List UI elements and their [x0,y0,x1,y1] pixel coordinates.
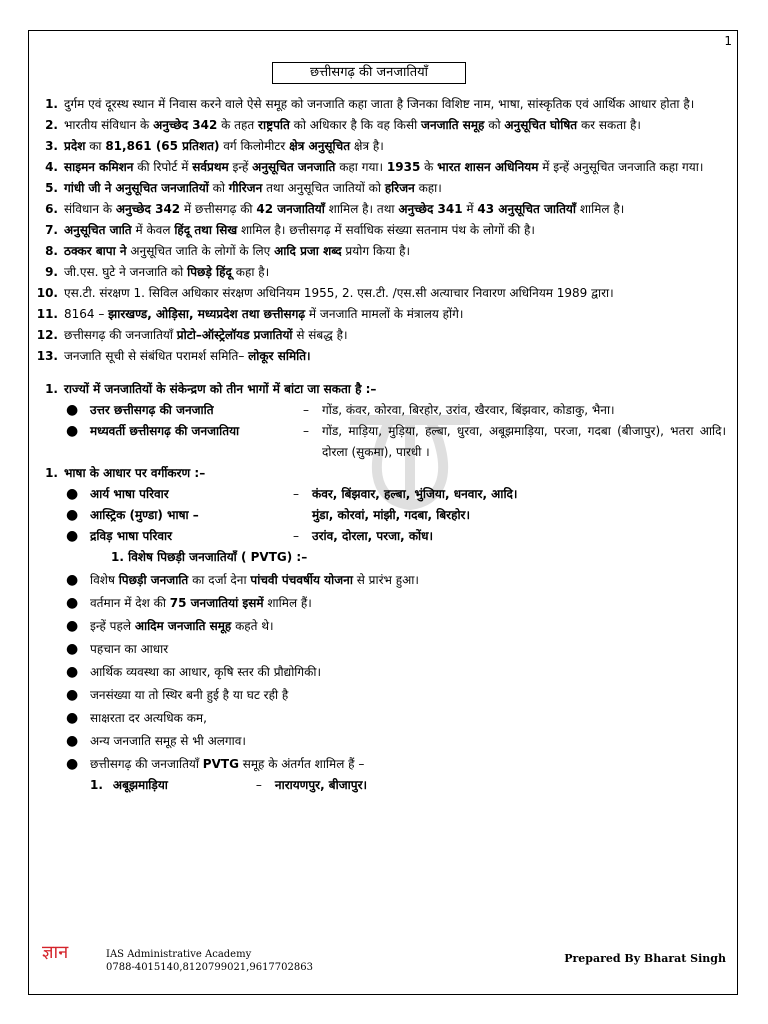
section-concentration [36,379,726,463]
academy-info [106,948,313,974]
point-number: 12. [36,328,58,342]
section-language [36,463,726,547]
point-number: 1. [45,97,58,111]
pvtg-bullet-text: अन्य जनजाति समूह से भी अलगाव। [90,734,246,748]
point-item [36,136,726,157]
point-text: 8164 – झारखण्ड, ओड़िसा, मध्यप्रदेश तथा छत्तीसगढ़ में जनजाति मामलों के मंत्रालय होंगे। [64,307,464,321]
pvtg-list-name: अबूझमाड़िया [112,778,168,792]
prepared-by: Prepared By Bharat Singh [564,952,726,965]
point-number: 9. [45,265,58,279]
point-number: 11. [36,307,58,321]
item-text: गोंड, कंवर, कोरवा, बिरहोर, उरांव, खैरवार, बिंझवार, कोडाकु, भैना। [322,403,615,417]
pvtg-bullet [36,752,726,775]
item-dash: – [303,403,309,417]
bullet-dot: ● [66,687,79,703]
pvtg-bullet [36,660,726,683]
point-item [36,178,726,199]
item-label: मध्यवर्ती छत्तीसगढ़ की जनजातिया [90,424,240,438]
item-label: द्रविड़ भाषा परिवार [90,529,173,543]
point-number: 13. [36,349,58,363]
item-label: आर्य भाषा परिवार [90,487,169,501]
page-title: छत्तीसगढ़ की जनजातियाँ [272,62,466,84]
point-item [36,199,726,220]
language-item [36,505,726,526]
bullet-dot: ● [66,528,79,544]
item-text: उरांव, दोरला, परजा, कोंध। [312,529,434,543]
bullet-dot: ● [66,710,79,726]
pvtg-bullet [36,683,726,706]
point-text: अनुसूचित जाति में केवल हिंदू तथा सिख शामिल है। छत्तीसगढ़ में सर्वाधिक संख्या सतनाम पंथ के लोगों की है। [64,223,535,237]
bullet-dot: ● [66,402,79,418]
pvtg-list-dash: – [255,778,262,792]
point-text: जनजाति सूची से संबंधित परामर्श समिति– लोकूर समिति। [64,349,311,363]
bullet-dot: ● [66,507,79,523]
bullet-dot: ● [66,756,79,772]
bullet-dot: ● [66,595,79,611]
bullet-dot: ● [66,486,79,502]
concentration-heading [36,379,726,400]
bullet-dot: ● [66,641,79,657]
pvtg-bullet [36,614,726,637]
academy-phones: 0788-4015140,8120799021,9617702863 [106,962,313,973]
section-heading-text: भाषा के आधार पर वर्गीकरण :– [64,466,206,480]
item-text: मुंडा, कोरवां, मांझी, गदबा, बिरहोर। [312,508,471,522]
bullet-dot: ● [66,572,79,588]
footer [40,938,730,988]
point-item [36,346,726,367]
pvtg-bullet-text: इन्हें पहले आदिम जनजाति समूह कहते थे। [90,619,274,633]
language-item [36,484,726,505]
point-number: 5. [45,181,58,195]
concentration-item [36,400,726,421]
pvtg-list-item [36,775,726,796]
section-number: 1. [45,382,58,396]
pvtg-bullet [36,706,726,729]
point-number: 7. [45,223,58,237]
language-item [36,526,726,547]
main-content [36,94,726,796]
item-text: गोंड, माड़िया, मुड़िया, हल्बा, धुरवा, अबूझमाड़िया, परजा, गदबा (बीजापुर), भतरा आदि। दोरला (सुकमा), पारधी । [322,424,726,459]
bullet-dot: ● [66,733,79,749]
pvtg-list-place: नारायणपुर, बीजापुर। [274,778,368,792]
item-dash: – [303,424,309,438]
point-text: संविधान के अनुच्छेद 342 में छत्तीसगढ़ की 42 जनजातियाँ शामिल है। तथा अनुच्छेद 341 में 43 अनुसूचित जातियाँ शामिल है। [64,202,625,216]
point-number: 2. [45,118,58,132]
bullet-dot: ● [66,664,79,680]
pvtg-bullet [36,568,726,591]
pvtg-bullet-text: जनसंख्या या तो स्थिर बनी हुई है या घट रही है [90,688,289,702]
point-text: गांधी जी ने अनुसूचित जनजातियों को गीरिजन तथा अनुसूचित जातियों को हरिजन कहा। [64,181,442,195]
bullet-dot: ● [66,618,79,634]
point-item [36,304,726,325]
point-text: प्रदेश का 81,861 (65 प्रतिशत) वर्ग किलोमीटर क्षेत्र अनुसूचित क्षेत्र है। [64,139,384,153]
point-item [36,220,726,241]
point-item [36,157,726,178]
pvtg-bullet [36,729,726,752]
point-item [36,262,726,283]
point-number: 6. [45,202,58,216]
concentration-item [36,421,726,463]
point-number: 3. [45,139,58,153]
point-text: साइमन कमिशन की रिपोर्ट में सर्वप्रथम इन्हें अनुसूचित जनजाति कहा गया। 1935 के भारत शासन अधिनियम में इन्हें अनुसूचित जनजाति कहा गया। [64,160,704,174]
pvtg-heading: 1. विशेष पिछड़ी जनजातियाँ ( PVTG) :– [111,550,308,564]
point-text: जी.एस. घुटे ने जनजाति को पिछड़े हिंदू कहा है। [64,265,270,279]
item-label: आस्ट्रिक (मुण्डा) भाषा – [90,508,199,522]
pvtg-bullet-text: पहचान का आधार [90,642,169,656]
point-number: 4. [45,160,58,174]
item-dash: – [293,529,299,543]
point-item [36,241,726,262]
point-item [36,283,726,304]
pvtg-bullet-text: विशेष पिछड़ी जनजाति का दर्जा देना पांचवी पंचवर्षीय योजना से प्रारंभ हुआ। [90,573,419,587]
point-item [36,94,726,115]
pvtg-list-number: 1. [90,778,103,792]
academy-name: IAS Administrative Academy [106,949,252,960]
section-number: 1. [45,466,58,480]
pvtg-bullet-text: वर्तमान में देश की 75 जनजातियां इसमें शामिल हैं। [90,596,312,610]
point-text: भारतीय संविधान के अनुच्छेद 342 के तहत राष्ट्रपति को अधिकार है कि वह किसी जनजाति समूह को अनुसूचित घोषित कर सकता है। [64,118,641,132]
language-heading [36,463,726,484]
point-item [36,115,726,136]
item-label: उत्तर छत्तीसगढ़ की जनजाति [90,403,214,417]
svg-text:ज्ञान: ज्ञान [42,942,69,963]
point-text: दुर्गम एवं दूरस्थ स्थान में निवास करने वाले ऐसे समूह को जनजाति कहा जाता है जिनका विशिष्ट नाम, भाषा, सांस्कृतिक एवं आर्थिक आधार होता है। [64,97,695,111]
item-text: कंवर, बिंझवार, हल्बा, भुंजिया, धनवार, आदि। [312,487,518,501]
point-item [36,325,726,346]
point-text: छत्तीसगढ़ की जनजातियाँ प्रोटो–ऑस्ट्रेलॉयड प्रजातियों से संबद्ध है। [64,328,348,342]
point-number: 10. [36,286,58,300]
section-pvtg [36,547,726,796]
pvtg-bullet [36,637,726,660]
academy-logo [40,938,102,964]
point-text: ठक्कर बापा ने अनुसूचित जाति के लोगों के लिए आदि प्रजा शब्द प्रयोग किया है। [64,244,411,258]
points-list [36,94,726,367]
pvtg-bullet-text: आर्थिक व्यवस्था का आधार, कृषि स्तर की प्रौद्योगिकी। [90,665,322,679]
pvtg-bullet-text: साक्षरता दर अत्यधिक कम, [90,711,207,725]
page-number: 1 [724,34,732,48]
pvtg-bullet [36,591,726,614]
bullet-dot: ● [66,423,79,439]
item-dash: – [293,487,299,501]
point-number: 8. [45,244,58,258]
point-text: एस.टी. संरक्षण 1. सिविल अधिकार संरक्षण अधिनियम 1955, 2. एस.टी. /एस.सी अत्याचार निवारण अधिनियम 1989 द्वारा। [64,286,614,300]
section-heading-text: राज्यों में जनजातियों के संकेन्द्रण को तीन भागों में बांटा जा सकता है :– [64,382,377,396]
pvtg-bullet-text: छत्तीसगढ़ की जनजातियाँ PVTG समूह के अंतर्गत शामिल हैं – [90,757,365,771]
